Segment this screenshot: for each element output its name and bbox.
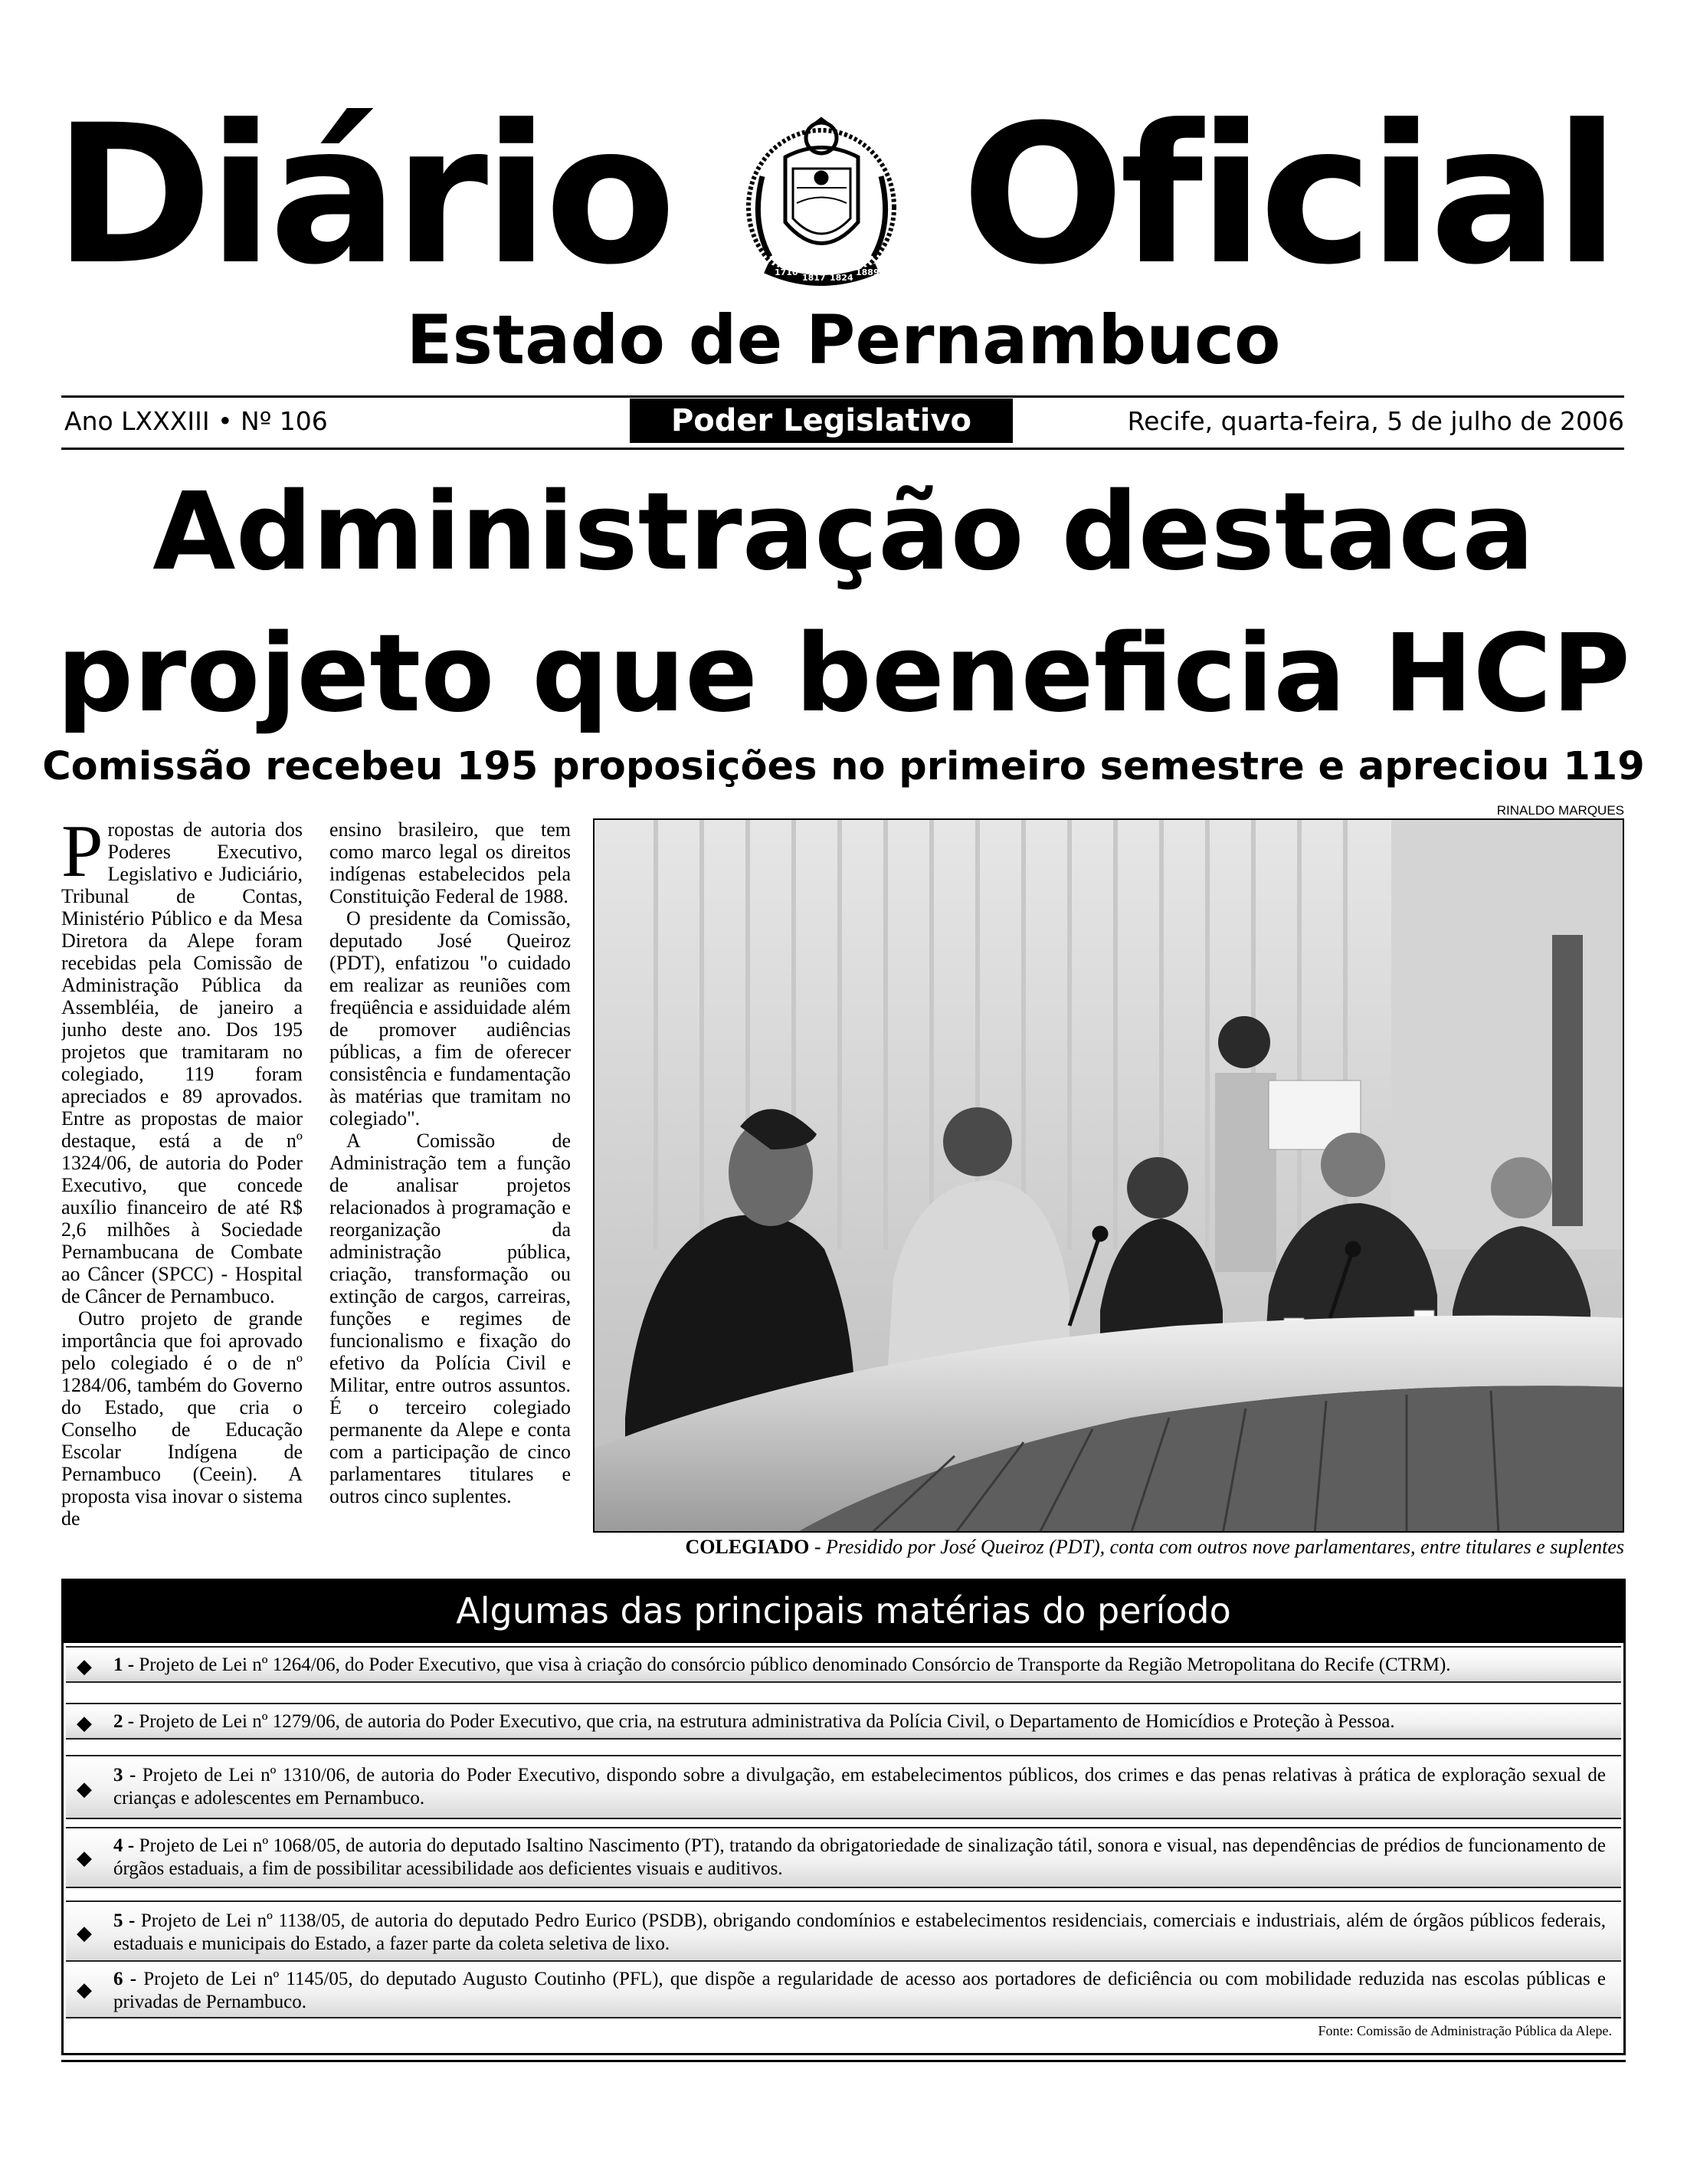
caption-lead: COLEGIADO [685, 1536, 810, 1558]
list-item-text: 5 - Projeto de Lei nº 1138/05, de autoria do deputado Pedro Eurico (PSDB), obrigando condomínios e estabelecimentos residenciais, comerciais e industriais, além de órgãos públicos federais, estaduais e municipais do Estado, a fazer parte da coleta seletiva de lixo. [113, 1910, 1606, 1954]
masthead-word-oficial: Oficial [961, 84, 1616, 307]
issue-number: Ano LXXXIII • Nº 106 [64, 406, 328, 436]
list-item [66, 1900, 1621, 1963]
masthead-word-diario: Diário [54, 84, 672, 307]
source-note: Fonte: Comissão de Administração Pública da Alepe. [1318, 2023, 1612, 2038]
list-item [66, 1827, 1621, 1888]
issue-bar-top-rule [61, 395, 1624, 398]
article-column-1 [61, 818, 303, 1562]
headline-line-1: Administração destaca [152, 470, 1535, 595]
list-item-text: 4 - Projeto de Lei nº 1068/05, de autoria do deputado Isaltino Nascimento (PT), tratando da obrigatoriedade de sinalização tátil, sonora e visual, nas dependências de prédios de funcionamento de órgãos estaduais, a fim de possibilitar acessibilidade aos deficientes visuais e auditivos. [113, 1835, 1606, 1879]
article-paragraph: ensino brasileiro, que tem como marco legal os direitos indígenas estabelecidos pela Constituição Federal de 1988. [329, 818, 571, 907]
seal-year-2: 1817 [802, 273, 826, 283]
diamond-bullet-icon: ◆ [77, 1847, 92, 1870]
photo-caption [593, 1535, 1624, 1559]
diamond-bullet-icon: ◆ [77, 1778, 92, 1801]
article-paragraph [61, 818, 303, 1307]
list-item-text: 1 - Projeto de Lei nº 1264/06, do Poder Executivo, que visa à criação do consórcio público denominado Consórcio de Transporte da Região Metropolitana do Recife (CTRM). [113, 1654, 1451, 1675]
state-coat-of-arms-icon [739, 115, 904, 295]
list-item-text: 3 - Projeto de Lei nº 1310/06, de autoria do Poder Executivo, dispondo sobre a divulgação, em estabelecimentos públicos, dos crimes e das penas relativas à prática de exploração sexual de crianças e adolescentes em Pernambuco. [113, 1765, 1607, 1809]
list-item [66, 1646, 1621, 1683]
diamond-bullet-icon: ◆ [77, 1922, 92, 1945]
bottom-rule [61, 2060, 1626, 2062]
masthead-subtitle: Estado de Pernambuco [406, 300, 1281, 379]
list-item [66, 1960, 1621, 2018]
list-item-text: 2 - Projeto de Lei nº 1279/06, de autoria do Poder Executivo, que cria, na estrutura administrativa da Polícia Civil, o Departamento de Homicídios e Proteção à Pessoa. [113, 1711, 1395, 1732]
article-column-2 [329, 818, 571, 1562]
article-paragraph-text: ropostas de autoria dos Poderes Executivo, Legislativo e Judiciário, Tribunal de Contas, Ministério Público e da Mesa Diretora da Alepe foram recebidas pela Comissão de Administração Pública da Assembléia, de janeiro a junho deste ano. Dos 195 projetos que tramitaram no colegiado, 119 foram apreciados e 89 aprovados. Entre as propostas de maior destaque, está a de nº 1324/06, de autoria do Poder Executivo, que concede auxílio financeiro de até R$ 2,6 milhões à Sociedade Pernambucana de Combate ao Câncer (SPCC) - Hospital de Câncer de Pernambuco. [61, 818, 303, 1307]
article-paragraph: A Comissão de Administração tem a função de analisar projetos relacionados à programação e reorganização da administração pública, criação, transformação ou extinção de cargos, carreiras, funções e regimes de funcionalismo e fixação do efetivo da Polícia Civil e Militar, entre outros assuntos. É o terceiro colegiado permanente da Alepe e conta com a participação de cinco parlamentares titulares e outros cinco suplentes. [329, 1130, 571, 1507]
highlights-box-title: Algumas das principais matérias do período [61, 1579, 1626, 1643]
seal-year-1: 1710 [775, 267, 798, 277]
meeting-photo-image [595, 820, 1624, 1533]
seal-year-3: 1824 [830, 273, 853, 283]
photo-credit: RINALDO MARQUES [1496, 803, 1624, 818]
list-item [66, 1755, 1621, 1819]
headline-deck: Comissão recebeu 195 proposições no primeiro semestre e apreciou 119 [42, 744, 1645, 789]
drop-cap: P [61, 818, 103, 893]
article-paragraph: O presidente da Comissão, deputado José Queiroz (PDT), enfatizou "o cuidado em realizar as reuniões com freqüência e assiduidade além de promover audiências públicas, a fim de oferecer consistência e fundamentação às matérias que tramitam no colegiado". [329, 907, 571, 1130]
list-item [66, 1703, 1621, 1740]
issue-bar-bottom-rule [61, 448, 1624, 450]
diamond-bullet-icon: ◆ [77, 1712, 92, 1735]
list-item-text: 6 - Projeto de Lei nº 1145/05, do deputado Augusto Coutinho (PFL), que dispõe a regularidade de acesso aos portadores de deficiência ou com mobilidade reduzida nas escolas públicas e privadas de Pernambuco. [113, 1969, 1607, 2012]
section-label: Poder Legislativo [630, 398, 1013, 443]
caption-text: - Presidido por José Queiroz (PDT), conta com outros nove parlamentares, entre titulares e suplentes [809, 1536, 1624, 1558]
diamond-bullet-icon: ◆ [77, 1655, 92, 1678]
headline-line-2: projeto que beneficia HCP [56, 612, 1631, 736]
dateline: Recife, quarta-feira, 5 de julho de 2006 [1127, 406, 1624, 436]
seal-year-4: 1889 [856, 267, 880, 277]
article-paragraph: Outro projeto de grande importância que foi aprovado pelo colegiado é o de nº 1284/06, também do Governo do Estado, que cria o Conselho de Educação Escolar Indígena de Pernambuco (Ceein). A proposta visa inovar o sistema de [61, 1307, 303, 1530]
meeting-photo [593, 818, 1624, 1533]
diamond-bullet-icon: ◆ [77, 1979, 92, 2002]
